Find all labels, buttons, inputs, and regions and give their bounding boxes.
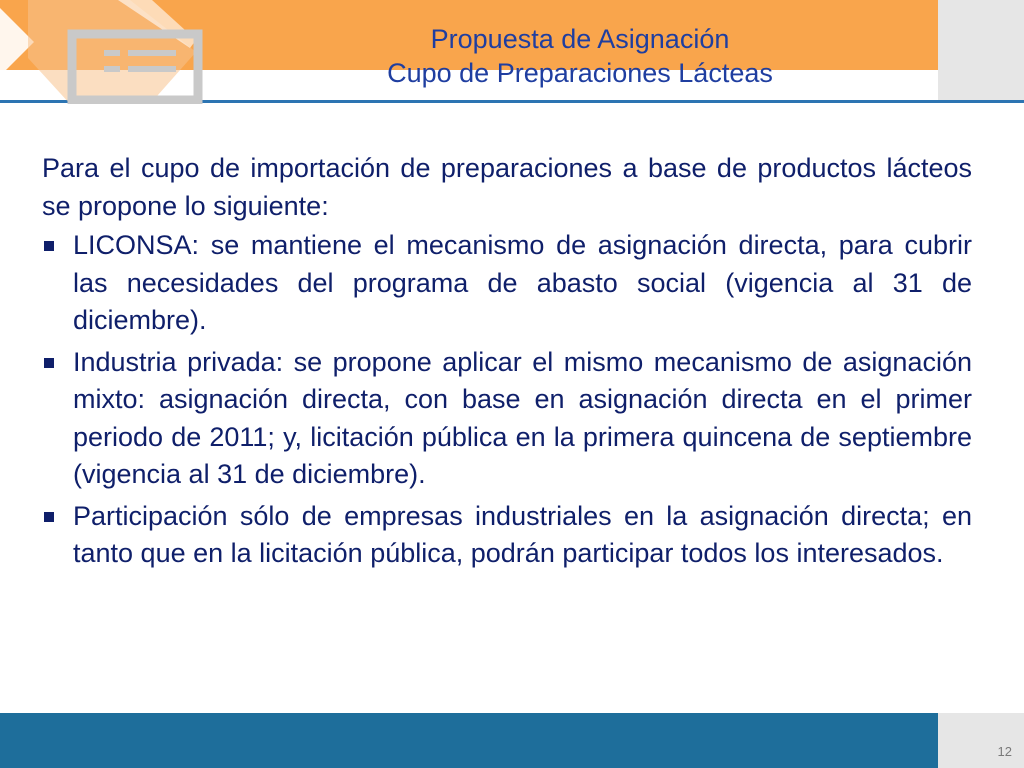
- intro-paragraph: Para el cupo de importación de preparaciones a base de productos lácteos se propone lo siguiente:: [42, 153, 972, 221]
- bullet-text: Participación sólo de empresas industriales en la asignación directa; en tanto que en la licitación pública, podrán participar todos los interesados.: [73, 500, 972, 568]
- slide-title: [300, 22, 860, 90]
- bullet-item: [42, 498, 972, 573]
- square-bullet-icon: [44, 241, 54, 251]
- title-line-2: Cupo de Preparaciones Lácteas: [387, 58, 773, 88]
- bullet-item: [42, 227, 972, 340]
- slide-body: [42, 150, 972, 577]
- bullet-text: Industria privada: se propone aplicar el mismo mecanismo de asignación mixto: asignación directa, con base en asignación directa en el primer periodo de 2011; y, licitación pública en la primera quincena de septiembre (vigencia al 31 de diciembre).: [73, 346, 972, 489]
- bullet-item: [42, 344, 972, 494]
- header-side-panel: [938, 0, 1024, 102]
- bullet-text: LICONSA: se mantiene el mecanismo de asignación directa, para cubrir las necesidades del programa de abasto social (vigencia al 31 de diciembre).: [73, 230, 972, 335]
- footer-side-panel: [938, 713, 1024, 768]
- square-bullet-icon: [44, 358, 54, 368]
- footer-bar: [0, 713, 938, 768]
- page-number: 12: [997, 744, 1012, 759]
- bullet-list: [42, 227, 972, 573]
- title-line-1: Propuesta de Asignación: [430, 24, 730, 54]
- document-card-icon: [0, 0, 240, 104]
- square-bullet-icon: [44, 512, 54, 522]
